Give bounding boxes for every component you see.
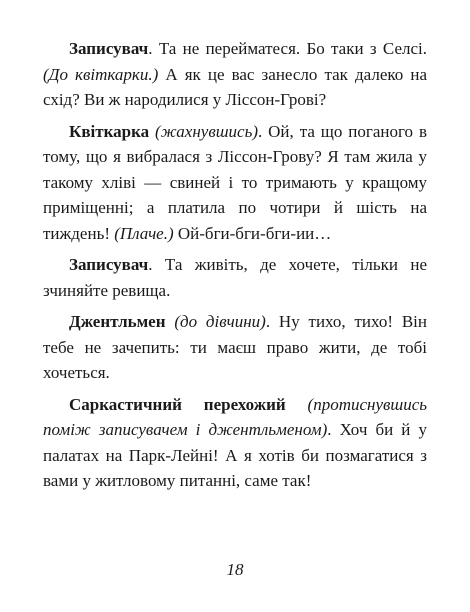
dialogue-paragraph: [43, 392, 427, 494]
dialogue-text: А як це вас занесло так далеко на схід? Ви ж народилися у Ліссон-Грові?: [43, 64, 427, 109]
page-text: [43, 36, 427, 500]
stage-direction: (До квіткарки.): [43, 64, 159, 84]
stage-direction: (протиснувшись поміж записувачем і джентльменом): [43, 394, 427, 439]
dialogue-paragraph: [43, 252, 427, 303]
speaker-name: Записувач: [69, 39, 149, 58]
stage-direction: (до дівчини): [174, 312, 266, 331]
speaker-name: Записувач: [69, 255, 149, 274]
dialogue-paragraph: [43, 119, 427, 247]
speaker-name: Саркастичний перехожий: [69, 394, 286, 414]
dialogue-text: . Ой, та що поганого в тому, що я вибралася з Ліссон-Грову? Я там жила у такому хліві — свиней і то тримають у кращому приміщенні; а платила по чотири й шість на тиждень!: [43, 121, 428, 243]
dialogue-text: . Хоч би й у палатах на Парк-Лейні! А я хотів би позмагатися з вами у житловому питанні, саме так!: [43, 420, 427, 490]
speaker-name: Квіткарка: [69, 121, 150, 141]
dialogue-paragraph: [43, 36, 427, 113]
dialogue-text: . Та живіть, де хочете, тільки не зчиняйте ревища.: [43, 255, 427, 300]
dialogue-text: . Ну тихо, тихо! Він тебе не зачепить: ти маєш право жити, де тобі хочеться.: [43, 312, 428, 382]
dialogue-text: . Та не перейматеся. Бо таки з Селсі.: [148, 39, 427, 58]
dialogue-paragraph: [43, 309, 427, 386]
stage-direction: (Плаче.): [114, 223, 174, 243]
dialogue-text: [286, 395, 308, 414]
page-number: 18: [226, 560, 244, 579]
stage-direction: (жахнувшись): [155, 121, 258, 141]
dialogue-text: Ой-бги-бги-бги-ии…: [173, 223, 332, 243]
speaker-name: Джентльмен: [69, 312, 166, 331]
